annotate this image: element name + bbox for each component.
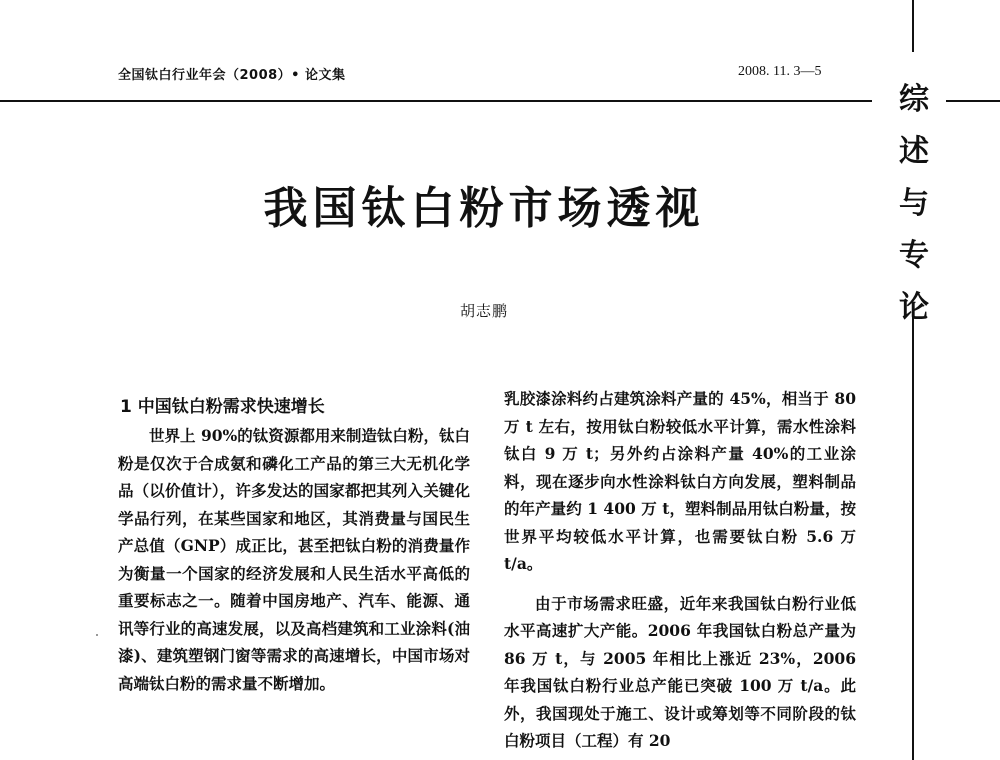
body-paragraph: 乳胶漆涂料约占建筑涂料产量的 45%，相当于 80 万 t 左右，按用钛白粉较低水平计算，需水性涂料钛白 9 万 t；另外约占涂料产量 40%的工业涂料，现在逐步向水性涂料钛白方向发展，塑料制品的年产量约 1 400 万 t，塑料制品用钛白粉量，按世界平均较低水平计算，也需要钛白粉 5.6 万 t/a。 xyxy=(504,389,856,573)
body-column-right xyxy=(504,385,856,755)
side-label-char: 论 xyxy=(899,290,929,325)
section-heading: 1 中国钛白粉需求快速增长 xyxy=(120,397,325,417)
body-column-left xyxy=(118,422,470,697)
side-label-char: 述 xyxy=(899,134,929,169)
author-name: 胡志鹏 xyxy=(459,302,508,320)
body-paragraph: 由于市场需求旺盛，近年来我国钛白粉行业低水平高速扩大产能。2006 年我国钛白粉总产量为 86 万 t，与 2005 年相比上涨近 23%，2006 年我国钛白粉行业总产能已突破 100 万 t/a。此外，我国现处于施工、设计或筹划等不同阶段的钛白粉项目（工程）有 20 xyxy=(504,593,856,750)
running-header-date: 2008. 11. 3—5 xyxy=(738,64,822,79)
paper-title: 我国钛白粉市场透视 xyxy=(263,183,705,234)
side-vertical-line-top xyxy=(912,0,914,52)
side-vertical-line-bottom xyxy=(912,312,914,760)
body-paragraph: 世界上 90%的钛资源都用来制造钛白粉，钛白粉是仅次于合成氨和磷化工产品的第三大无机化学品（以价值计），许多发达的国家都把其列入关键化学品行列，在某些国家和地区，其消费量与国民生产总值（GNP）成正比，甚至把钛白粉的消费量作为衡量一个国家的经济发展和人民生活水平高低的重要标志之一。随着中国房地产、汽车、能源、通讯等行业的高速发展，以及高档建筑和工业涂料(油漆)、建筑塑钢门窗等需求的高速增长，中国市场对高端钛白粉的需求量不断增加。 xyxy=(118,426,470,693)
scan-speck xyxy=(96,634,98,636)
side-rule xyxy=(946,100,1000,102)
side-label-char: 专 xyxy=(899,238,929,273)
running-header-left: 全国钛白行业年会（2008）• 论文集 xyxy=(118,68,346,83)
side-label-char: 综 xyxy=(899,82,929,117)
side-label-char: 与 xyxy=(899,186,929,221)
header-rule xyxy=(0,100,872,102)
